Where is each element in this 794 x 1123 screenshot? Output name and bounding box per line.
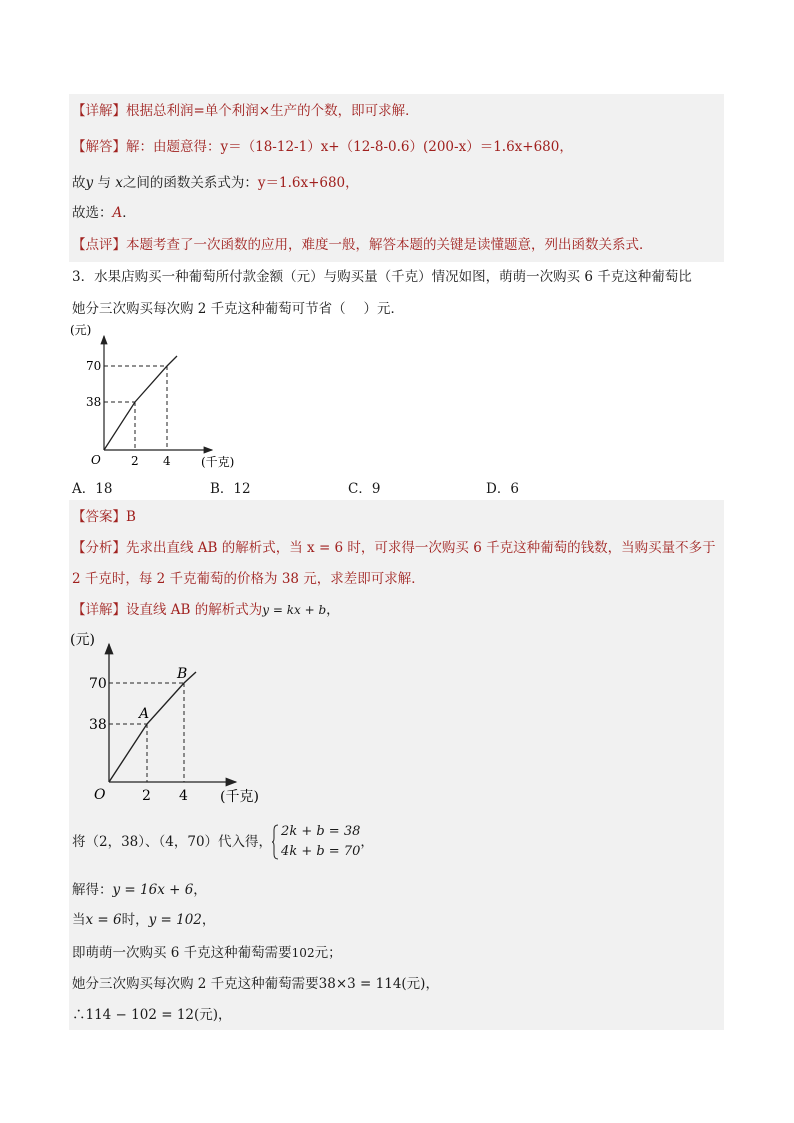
relation-d: x [115, 175, 123, 191]
option-b: B．12 [210, 481, 251, 497]
when-prefix: 当 [72, 912, 86, 928]
detail-tag: 【详解】 [72, 103, 126, 119]
solution-graph [60, 626, 280, 810]
when-end: ， [201, 912, 216, 928]
solution-detail-eq: y = kx + b [262, 603, 327, 617]
thrice-line [72, 975, 439, 993]
y-tick-70: 70 [86, 359, 102, 373]
y-tick-70: 70 [89, 676, 107, 692]
when-line [72, 911, 215, 929]
solve-line [72, 881, 207, 899]
answer-key-line [72, 508, 136, 526]
substitute-text: 将（2，38）、（4，70）代入得， [72, 834, 273, 850]
solution-detail-line [72, 601, 340, 619]
equation-system [272, 822, 360, 862]
comment-text: 本题考查了一次函数的应用，难度一般，解答本题的关键是读懂题意，列出函数关系式． [126, 237, 653, 253]
brace-icon [272, 824, 279, 860]
x-tick-4: 4 [163, 454, 171, 468]
choose-prefix: 故选： [72, 205, 113, 221]
relation-e: 之间的函数关系式为： [122, 175, 258, 191]
question-line-1: 3．水果店购买一种葡萄所付款金额（元）与购买量（千克）情况如图，萌萌一次购买 6 千克这种葡萄比 [72, 269, 692, 285]
relation-f: y＝1.6x+680， [257, 175, 359, 191]
once-text: 即萌萌一次购买 6 千克这种葡萄需要 [72, 945, 292, 961]
thrice-end: ， [425, 976, 439, 992]
comment-line [72, 236, 653, 254]
solution-detail-end: ， [326, 602, 340, 618]
equation-1: 2k + b = 38 [281, 824, 361, 839]
y-unit-label: (元) [70, 323, 92, 337]
answer-key-tag: 【答案】 [72, 509, 126, 525]
relation-b: y [85, 175, 94, 191]
when-x: x = 6 [85, 912, 122, 928]
choose-line [72, 204, 136, 222]
origin-label: O [91, 453, 101, 467]
solution-detail-text: 设直线 AB 的解析式为 [126, 602, 263, 618]
question-line-2: 她分三次购买每次购 2 千克这种葡萄可节省（ ）元． [72, 301, 404, 317]
analysis-text-1: 先求出直线 AB 的解析式，当 x = 6 时，可求得一次购买 6 千克这种葡萄的钱数，当购买量不多于 [126, 540, 716, 556]
solution-detail-tag: 【详解】 [72, 602, 126, 618]
choose-value: A [112, 205, 123, 221]
when-y: y = 102 [148, 912, 202, 928]
option-c: C．9 [348, 481, 381, 497]
thrice-text: 她分三次购买每次购 2 千克这种葡萄需要 [72, 976, 319, 992]
choose-suffix: ． [122, 205, 136, 221]
substitute-line [72, 822, 374, 862]
option-d: D．6 [486, 481, 519, 497]
answer-key-value: B [126, 509, 136, 525]
final-line [72, 1006, 232, 1024]
y-tick-38: 38 [86, 395, 102, 409]
analysis-line-1 [72, 539, 716, 557]
point-a-label: A [139, 706, 150, 722]
x-unit-label: (千克) [220, 789, 259, 805]
once-value: 102 [291, 946, 315, 960]
y-unit-label: (元) [70, 632, 95, 648]
final-equation: ∴114 − 102 = 12(元) [72, 1007, 219, 1023]
once-unit: 元； [314, 945, 342, 961]
x-tick-2: 2 [131, 454, 139, 468]
when-mid: 时， [121, 912, 149, 928]
relation-line [72, 174, 359, 192]
y-tick-38: 38 [89, 717, 107, 733]
price-line [104, 356, 177, 450]
comment-tag: 【点评】 [72, 237, 126, 253]
equation-end: ， [360, 834, 374, 850]
relation-c: 与 [97, 175, 111, 191]
equation-2: 4k + b = 70 [281, 844, 361, 859]
x-tick-4: 4 [179, 788, 188, 804]
answer-equation: y＝（18-12-1）x+（12-8-0.6）(200-x）＝1.6x+680， [220, 139, 573, 155]
analysis-line-2: 2 千克时，每 2 千克葡萄的价格为 38 元，求差即可求解． [72, 571, 425, 587]
answer-prefix: 解：由题意得： [126, 139, 221, 155]
detail-text: 根据总利润=单个利润×生产的个数，即可求解． [126, 103, 419, 119]
detail-line [72, 102, 419, 120]
analysis-tag: 【分析】 [72, 540, 126, 556]
final-end: ， [218, 1007, 232, 1023]
solve-equation: y = 16x + 6 [112, 882, 194, 898]
once-line [72, 944, 342, 962]
x-unit-label: (千克) [201, 455, 235, 469]
answer-tag: 【解答】 [72, 139, 126, 155]
solve-prefix: 解得： [72, 882, 113, 898]
origin-label: O [94, 787, 106, 803]
option-a: A．18 [72, 481, 113, 497]
thrice-equation: 38×3 = 114(元) [318, 976, 426, 992]
solve-end: ， [193, 882, 207, 898]
point-b-label: B [177, 666, 188, 682]
price-line [109, 672, 196, 782]
relation-a: 故 [72, 175, 86, 191]
question-graph [60, 318, 250, 474]
x-tick-2: 2 [142, 788, 151, 804]
answer-line [72, 138, 573, 156]
